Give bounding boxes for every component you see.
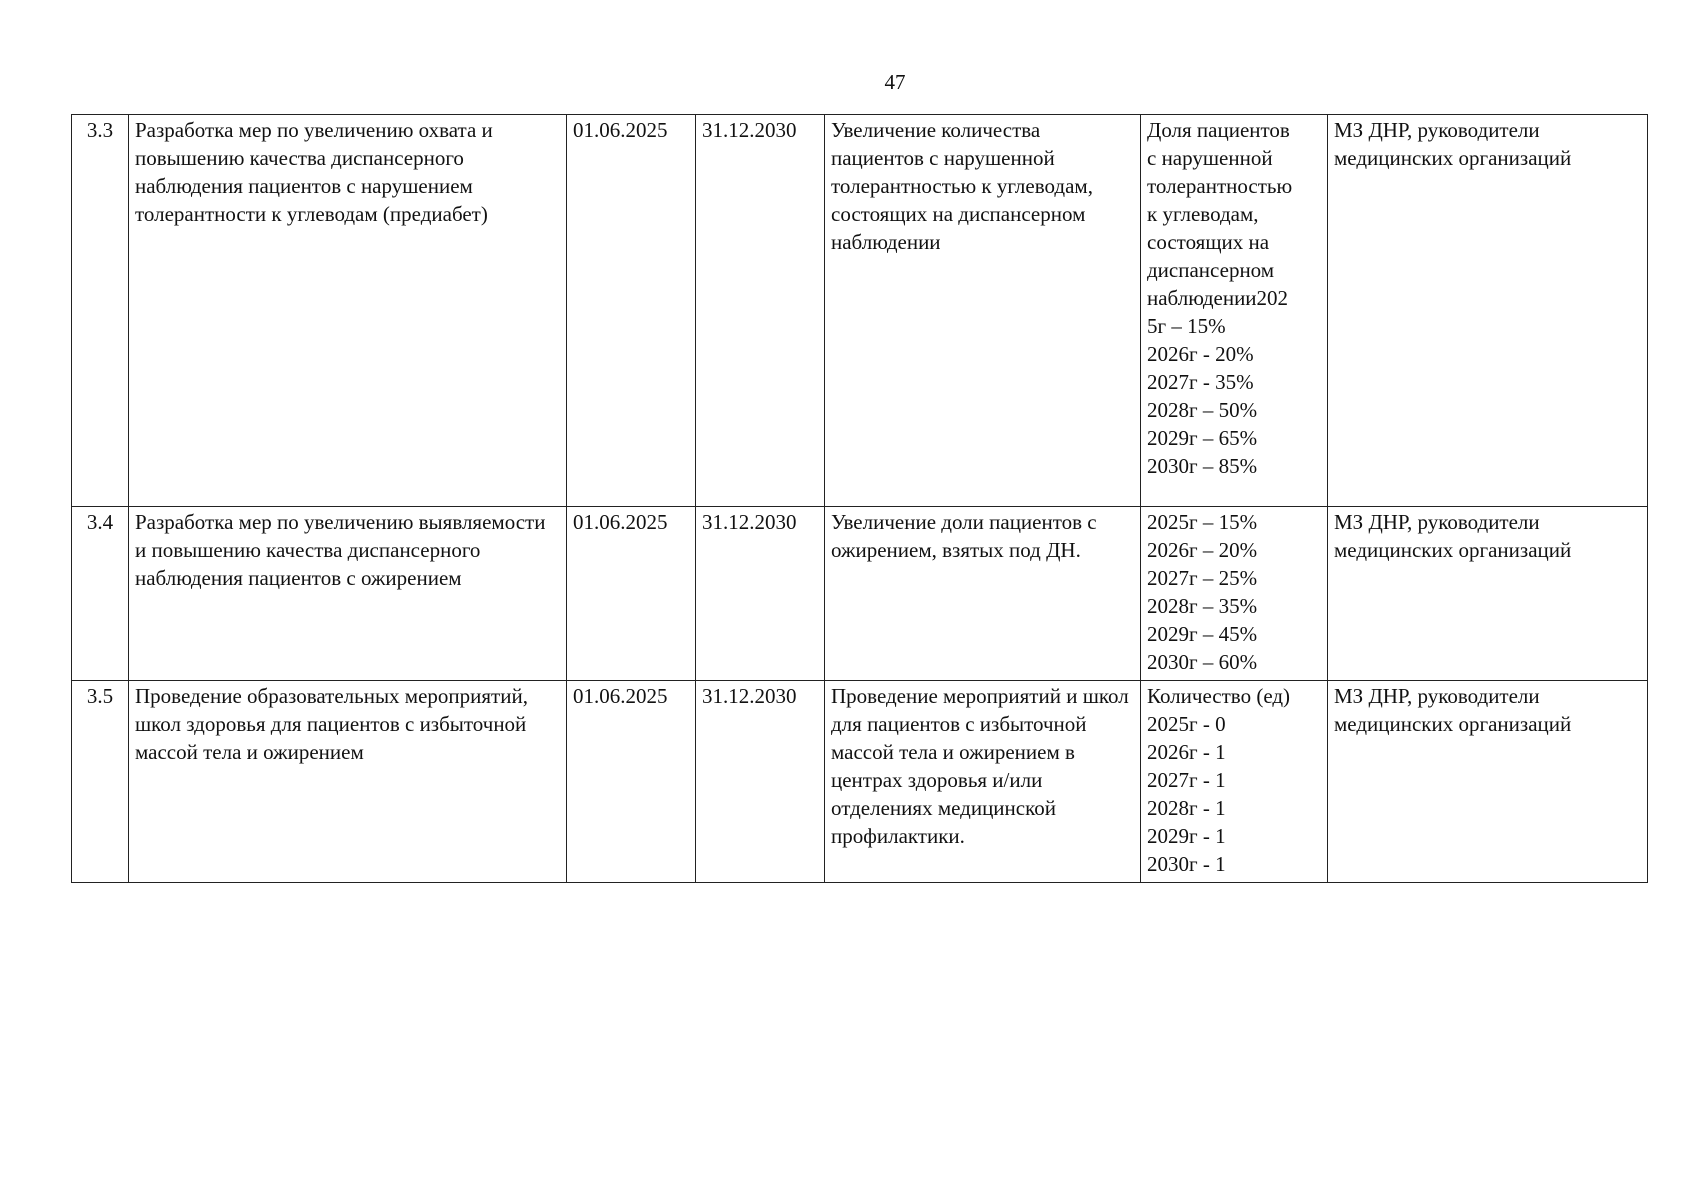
expected-result-cell: Увеличение количества пациентов с нарушенной толерантностью к углеводам, состоящих на диспансерном наблюдении <box>825 115 1141 507</box>
activity-cell: Проведение образовательных мероприятий, школ здоровья для пациентов с избыточной массой тела и ожирением <box>129 681 567 883</box>
table-row <box>72 681 1648 883</box>
row-number: 3.5 <box>72 681 129 883</box>
action-plan-table <box>71 114 1648 883</box>
activity-cell: Разработка мер по увеличению выявляемости и повышению качества диспансерного наблюдения пациентов с ожирением <box>129 507 567 681</box>
end-date-cell: 31.12.2030 <box>696 115 825 507</box>
responsible-cell: МЗ ДНР, руководители медицинских организаций <box>1328 507 1648 681</box>
indicator-cell: Количество (ед) 2025г - 0 2026г - 1 2027г - 1 2028г - 1 2029г - 1 2030г - 1 <box>1141 681 1328 883</box>
indicator-cell: 2025г – 15% 2026г – 20% 2027г – 25% 2028г – 35% 2029г – 45% 2030г – 60% <box>1141 507 1328 681</box>
row-number: 3.3 <box>72 115 129 507</box>
end-date-cell: 31.12.2030 <box>696 681 825 883</box>
start-date-cell: 01.06.2025 <box>567 681 696 883</box>
activity-cell: Разработка мер по увеличению охвата и повышению качества диспансерного наблюдения пациентов с нарушением толерантности к углеводам (предиабет) <box>129 115 567 507</box>
expected-result-cell: Увеличение доли пациентов с ожирением, взятых под ДН. <box>825 507 1141 681</box>
start-date-cell: 01.06.2025 <box>567 115 696 507</box>
responsible-cell: МЗ ДНР, руководители медицинских организаций <box>1328 681 1648 883</box>
indicator-cell: Доля пациентов с нарушенной толерантностью к углеводам, состоящих на диспансерном наблюдении202 5г – 15% 2026г - 20% 2027г - 35% 2028г – 50% 2029г – 65% 2030г – 85% <box>1141 115 1328 507</box>
responsible-cell: МЗ ДНР, руководители медицинских организаций <box>1328 115 1648 507</box>
row-number: 3.4 <box>72 507 129 681</box>
table-row <box>72 115 1648 507</box>
start-date-cell: 01.06.2025 <box>567 507 696 681</box>
end-date-cell: 31.12.2030 <box>696 507 825 681</box>
expected-result-cell: Проведение мероприятий и школ для пациентов с избыточной массой тела и ожирением в центрах здоровья и/или отделениях медицинской профилактики. <box>825 681 1141 883</box>
page-number: 47 <box>884 70 906 94</box>
table-row <box>72 507 1648 681</box>
